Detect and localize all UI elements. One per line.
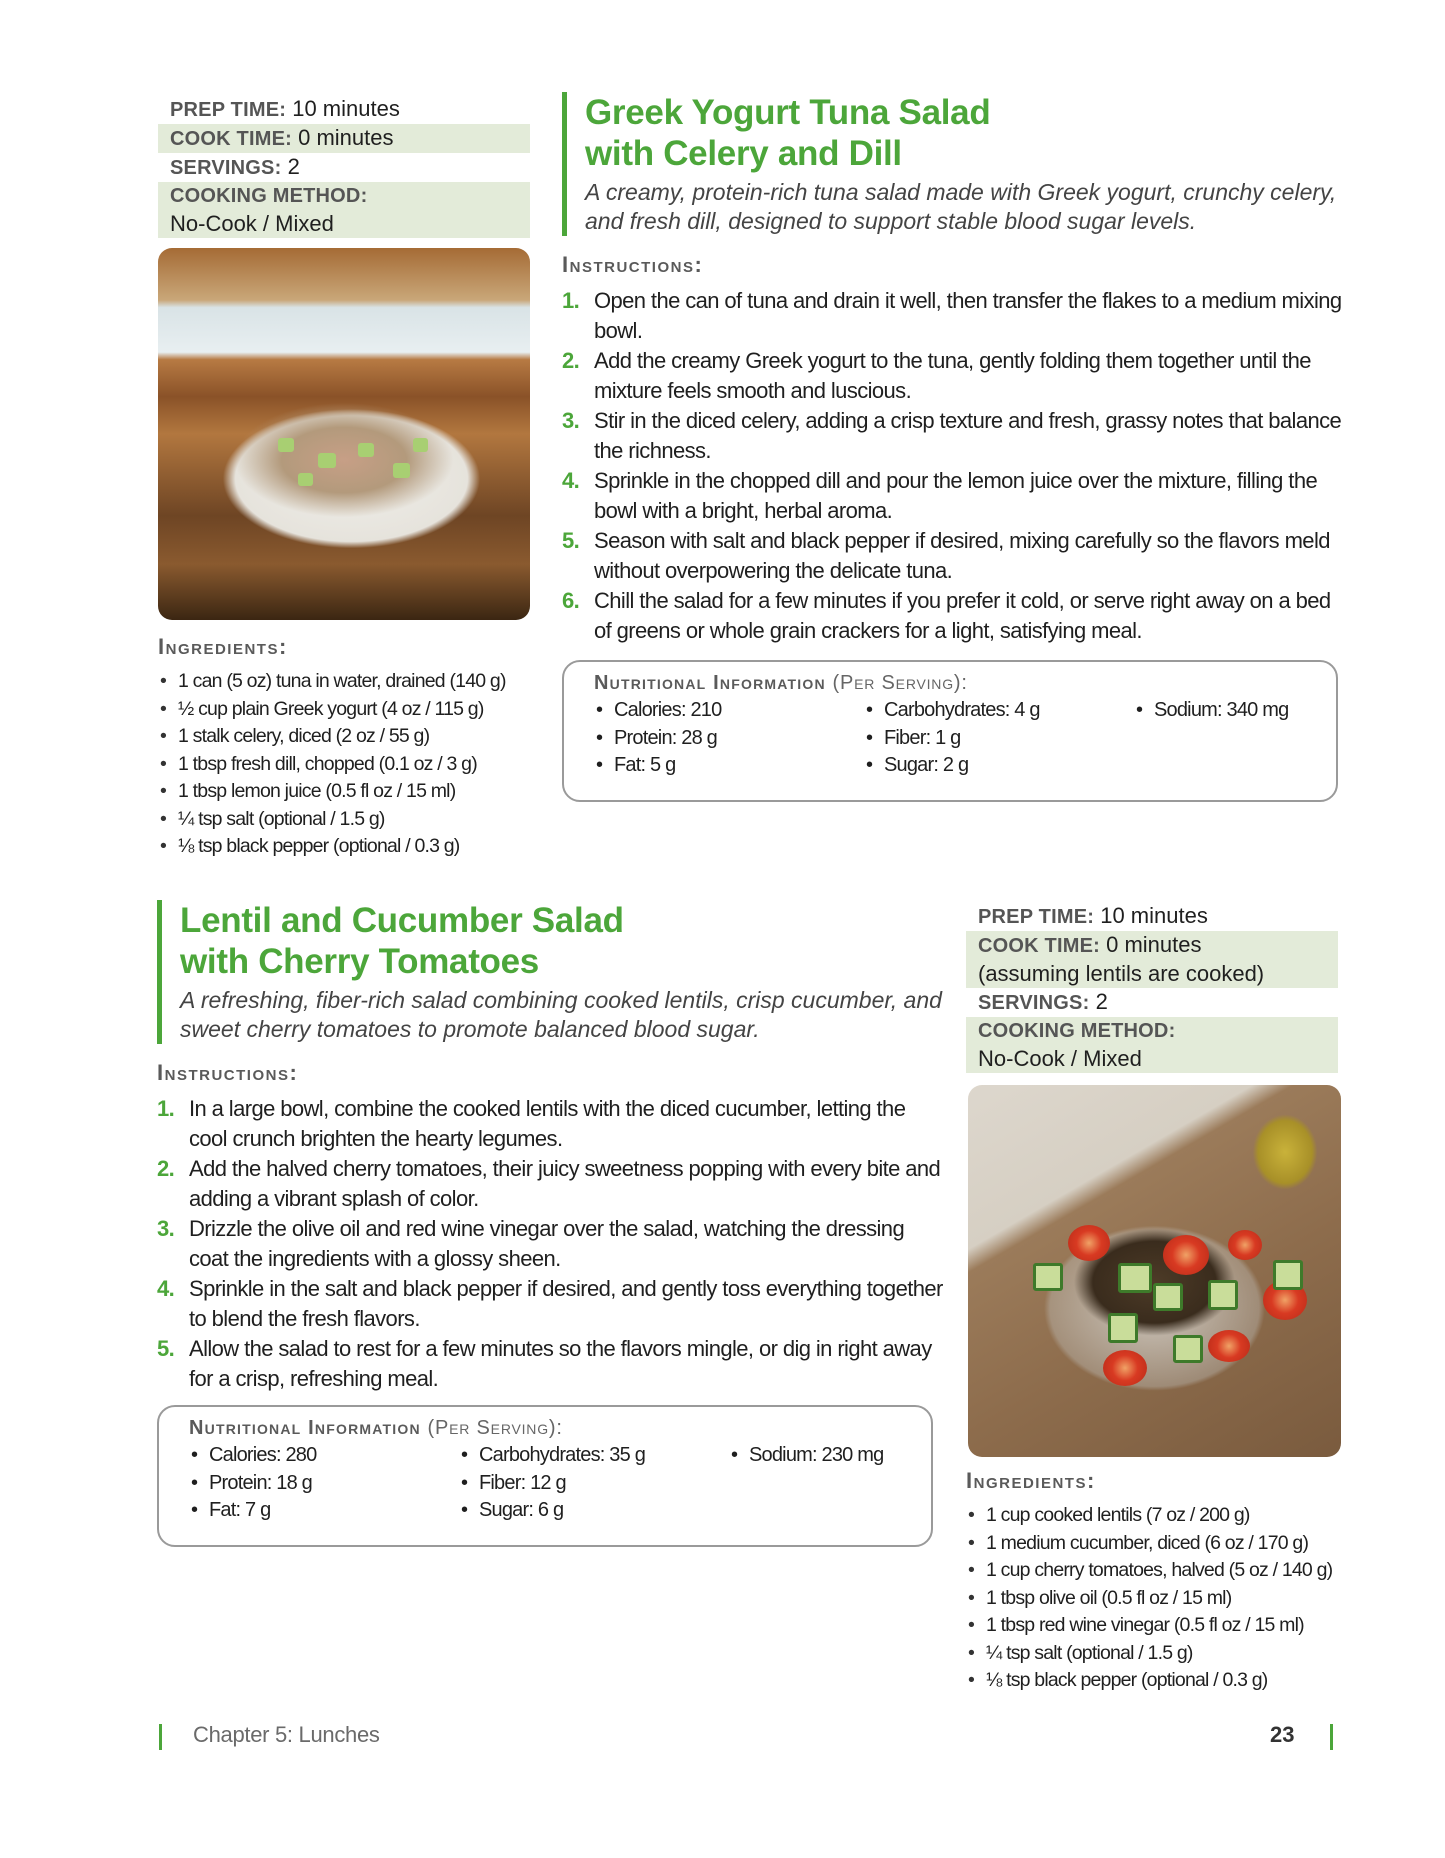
nutrition-column-1: [594, 697, 864, 780]
instruction-step: 3. Stir in the diced celery, adding a crisp texture and fresh, grassy notes that balance the richness.: [562, 408, 1342, 463]
ingredient-item: • ½ cup plain Greek yogurt (4 oz / 115 g): [158, 696, 538, 724]
ingredient-item: • 1 tbsp fresh dill, chopped (0.1 oz / 3 g): [158, 751, 538, 779]
nutrition-info-box: [562, 660, 1338, 802]
nutrition-item: • Sodium: 230 mg: [729, 1442, 883, 1470]
servings: SERVINGS: 2: [978, 989, 1108, 1014]
nutrition-item: • Protein: 18 g: [189, 1470, 459, 1498]
lentil-cucumber-salad-photo: [968, 1085, 1341, 1457]
ingredient-item: • 1 tbsp olive oil (0.5 fl oz / 15 ml): [966, 1585, 1351, 1613]
nutrition-item: • Sodium: 340 mg: [1134, 697, 1288, 725]
instruction-step: 6. Chill the salad for a few minutes if you prefer it cold, or serve right away on a bed of greens or whole grain crackers for a light, satisfying meal.: [562, 588, 1331, 643]
ingredient-item: • 1 cup cherry tomatoes, halved (5 oz / 140 g): [966, 1557, 1351, 1585]
greek-yogurt-tuna-salad-photo: [158, 248, 530, 620]
recipe-meta: [158, 95, 530, 238]
nutrition-heading: Nutritional Information (Per Serving):: [594, 672, 968, 694]
instruction-step: 2. Add the halved cherry tomatoes, their juicy sweetness popping with every bite and adding a vibrant splash of color.: [157, 1156, 941, 1211]
ingredient-item: • ⅛ tsp black pepper (optional / 0.3 g): [158, 833, 538, 861]
nutrition-item: • Fat: 5 g: [594, 752, 864, 780]
cooking-method: COOKING METHOD: No-Cook / Mixed: [158, 182, 530, 238]
ingredients-list: [158, 668, 538, 861]
chapter-label: Chapter 5: Lunches: [193, 1722, 380, 1747]
servings: SERVINGS: 2: [170, 154, 300, 179]
nutrition-item: • Carbohydrates: 35 g: [459, 1442, 729, 1470]
ingredient-item: • 1 tbsp lemon juice (0.5 fl oz / 15 ml): [158, 778, 538, 806]
instruction-step: 3. Drizzle the olive oil and red wine vinegar over the salad, watching the dressing coat the ingredients with a glossy sheen.: [157, 1216, 905, 1271]
cooking-method: COOKING METHOD: No-Cook / Mixed: [966, 1017, 1338, 1073]
ingredient-item: • 1 cup cooked lentils (7 oz / 200 g): [966, 1502, 1351, 1530]
nutrition-column-3: [729, 1442, 883, 1525]
nutrition-item: • Fat: 7 g: [189, 1497, 459, 1525]
nutrition-item: • Carbohydrates: 4 g: [864, 697, 1134, 725]
recipe-description: A creamy, protein-rich tuna salad made with Greek yogurt, crunchy celery, and fresh dill, designed to support stable blood sugar levels.: [585, 179, 1337, 234]
ingredient-item: • 1 stalk celery, diced (2 oz / 55 g): [158, 723, 538, 751]
recipe-title-block: [562, 92, 1342, 236]
ingredient-item: • 1 can (5 oz) tuna in water, drained (140 g): [158, 668, 538, 696]
ingredients-heading: Ingredients:: [966, 1468, 1096, 1493]
instructions-heading: Instructions:: [157, 1060, 299, 1085]
instructions-list: [157, 1094, 947, 1394]
ingredient-item: • ¼ tsp salt (optional / 1.5 g): [158, 806, 538, 834]
nutrition-item: • Fiber: 1 g: [864, 725, 1134, 753]
instructions-list: [562, 286, 1352, 646]
nutrition-item: • Calories: 210: [594, 697, 864, 725]
recipe-description: A refreshing, fiber-rich salad combining cooked lentils, crisp cucumber, and sweet cherry tomatoes to promote balanced blood sugar.: [180, 987, 942, 1042]
recipe-title: Lentil and Cucumber Salad with Cherry Tomatoes: [180, 901, 624, 981]
instruction-step: 1. Open the can of tuna and drain it well, then transfer the flakes to a medium mixing bowl.: [562, 288, 1342, 343]
cook-time: COOK TIME: 0 minutes: [158, 124, 530, 153]
cook-time: COOK TIME: 0 minutes (assuming lentils are cooked): [966, 931, 1338, 988]
nutrition-item: • Calories: 280: [189, 1442, 459, 1470]
nutrition-column-3: [1134, 697, 1288, 780]
nutrition-column-2: [864, 697, 1134, 780]
recipe-title-block: [157, 900, 947, 1044]
ingredients-list: [966, 1502, 1351, 1695]
nutrition-column-1: [189, 1442, 459, 1525]
instruction-step: 4. Sprinkle in the salt and black pepper if desired, and gently toss everything together to blend the fresh flavors.: [157, 1276, 943, 1331]
nutrition-column-2: [459, 1442, 729, 1525]
instruction-step: 4. Sprinkle in the chopped dill and pour the lemon juice over the mixture, filling the bowl with a bright, herbal aroma.: [562, 468, 1318, 523]
instruction-step: 5. Season with salt and black pepper if desired, mixing carefully so the flavors meld without overpowering the delicate tuna.: [562, 528, 1330, 583]
nutrition-item: • Sugar: 2 g: [864, 752, 1134, 780]
instruction-step: 2. Add the creamy Greek yogurt to the tuna, gently folding them together until the mixture feels smooth and luscious.: [562, 348, 1311, 403]
instructions-heading: Instructions:: [562, 252, 704, 277]
nutrition-item: • Sugar: 6 g: [459, 1497, 729, 1525]
page-number: 23: [1270, 1722, 1295, 1747]
nutrition-info-box: [157, 1405, 933, 1547]
recipe-title: Greek Yogurt Tuna Salad with Celery and Dill: [585, 93, 991, 173]
recipe-meta: [966, 902, 1338, 1073]
instruction-step: 1. In a large bowl, combine the cooked lentils with the diced cucumber, letting the cool crunch brighten the hearty legumes.: [157, 1096, 906, 1151]
prep-time: PREP TIME: 10 minutes: [170, 96, 400, 121]
instruction-step: 5. Allow the salad to rest for a few minutes so the flavors mingle, or dig in right away for a crisp, refreshing meal.: [157, 1336, 932, 1391]
nutrition-item: • Fiber: 12 g: [459, 1470, 729, 1498]
prep-time: PREP TIME: 10 minutes: [978, 903, 1208, 928]
ingredient-item: • ⅛ tsp black pepper (optional / 0.3 g): [966, 1667, 1351, 1695]
footer-accent-bar-left: [159, 1724, 162, 1750]
ingredient-item: • ¼ tsp salt (optional / 1.5 g): [966, 1640, 1351, 1668]
footer-accent-bar-right: [1330, 1724, 1333, 1750]
nutrition-item: • Protein: 28 g: [594, 725, 864, 753]
ingredient-item: • 1 medium cucumber, diced (6 oz / 170 g): [966, 1530, 1351, 1558]
ingredient-item: • 1 tbsp red wine vinegar (0.5 fl oz / 15 ml): [966, 1612, 1351, 1640]
nutrition-heading: Nutritional Information (Per Serving):: [189, 1417, 563, 1439]
ingredients-heading: Ingredients:: [158, 634, 288, 659]
